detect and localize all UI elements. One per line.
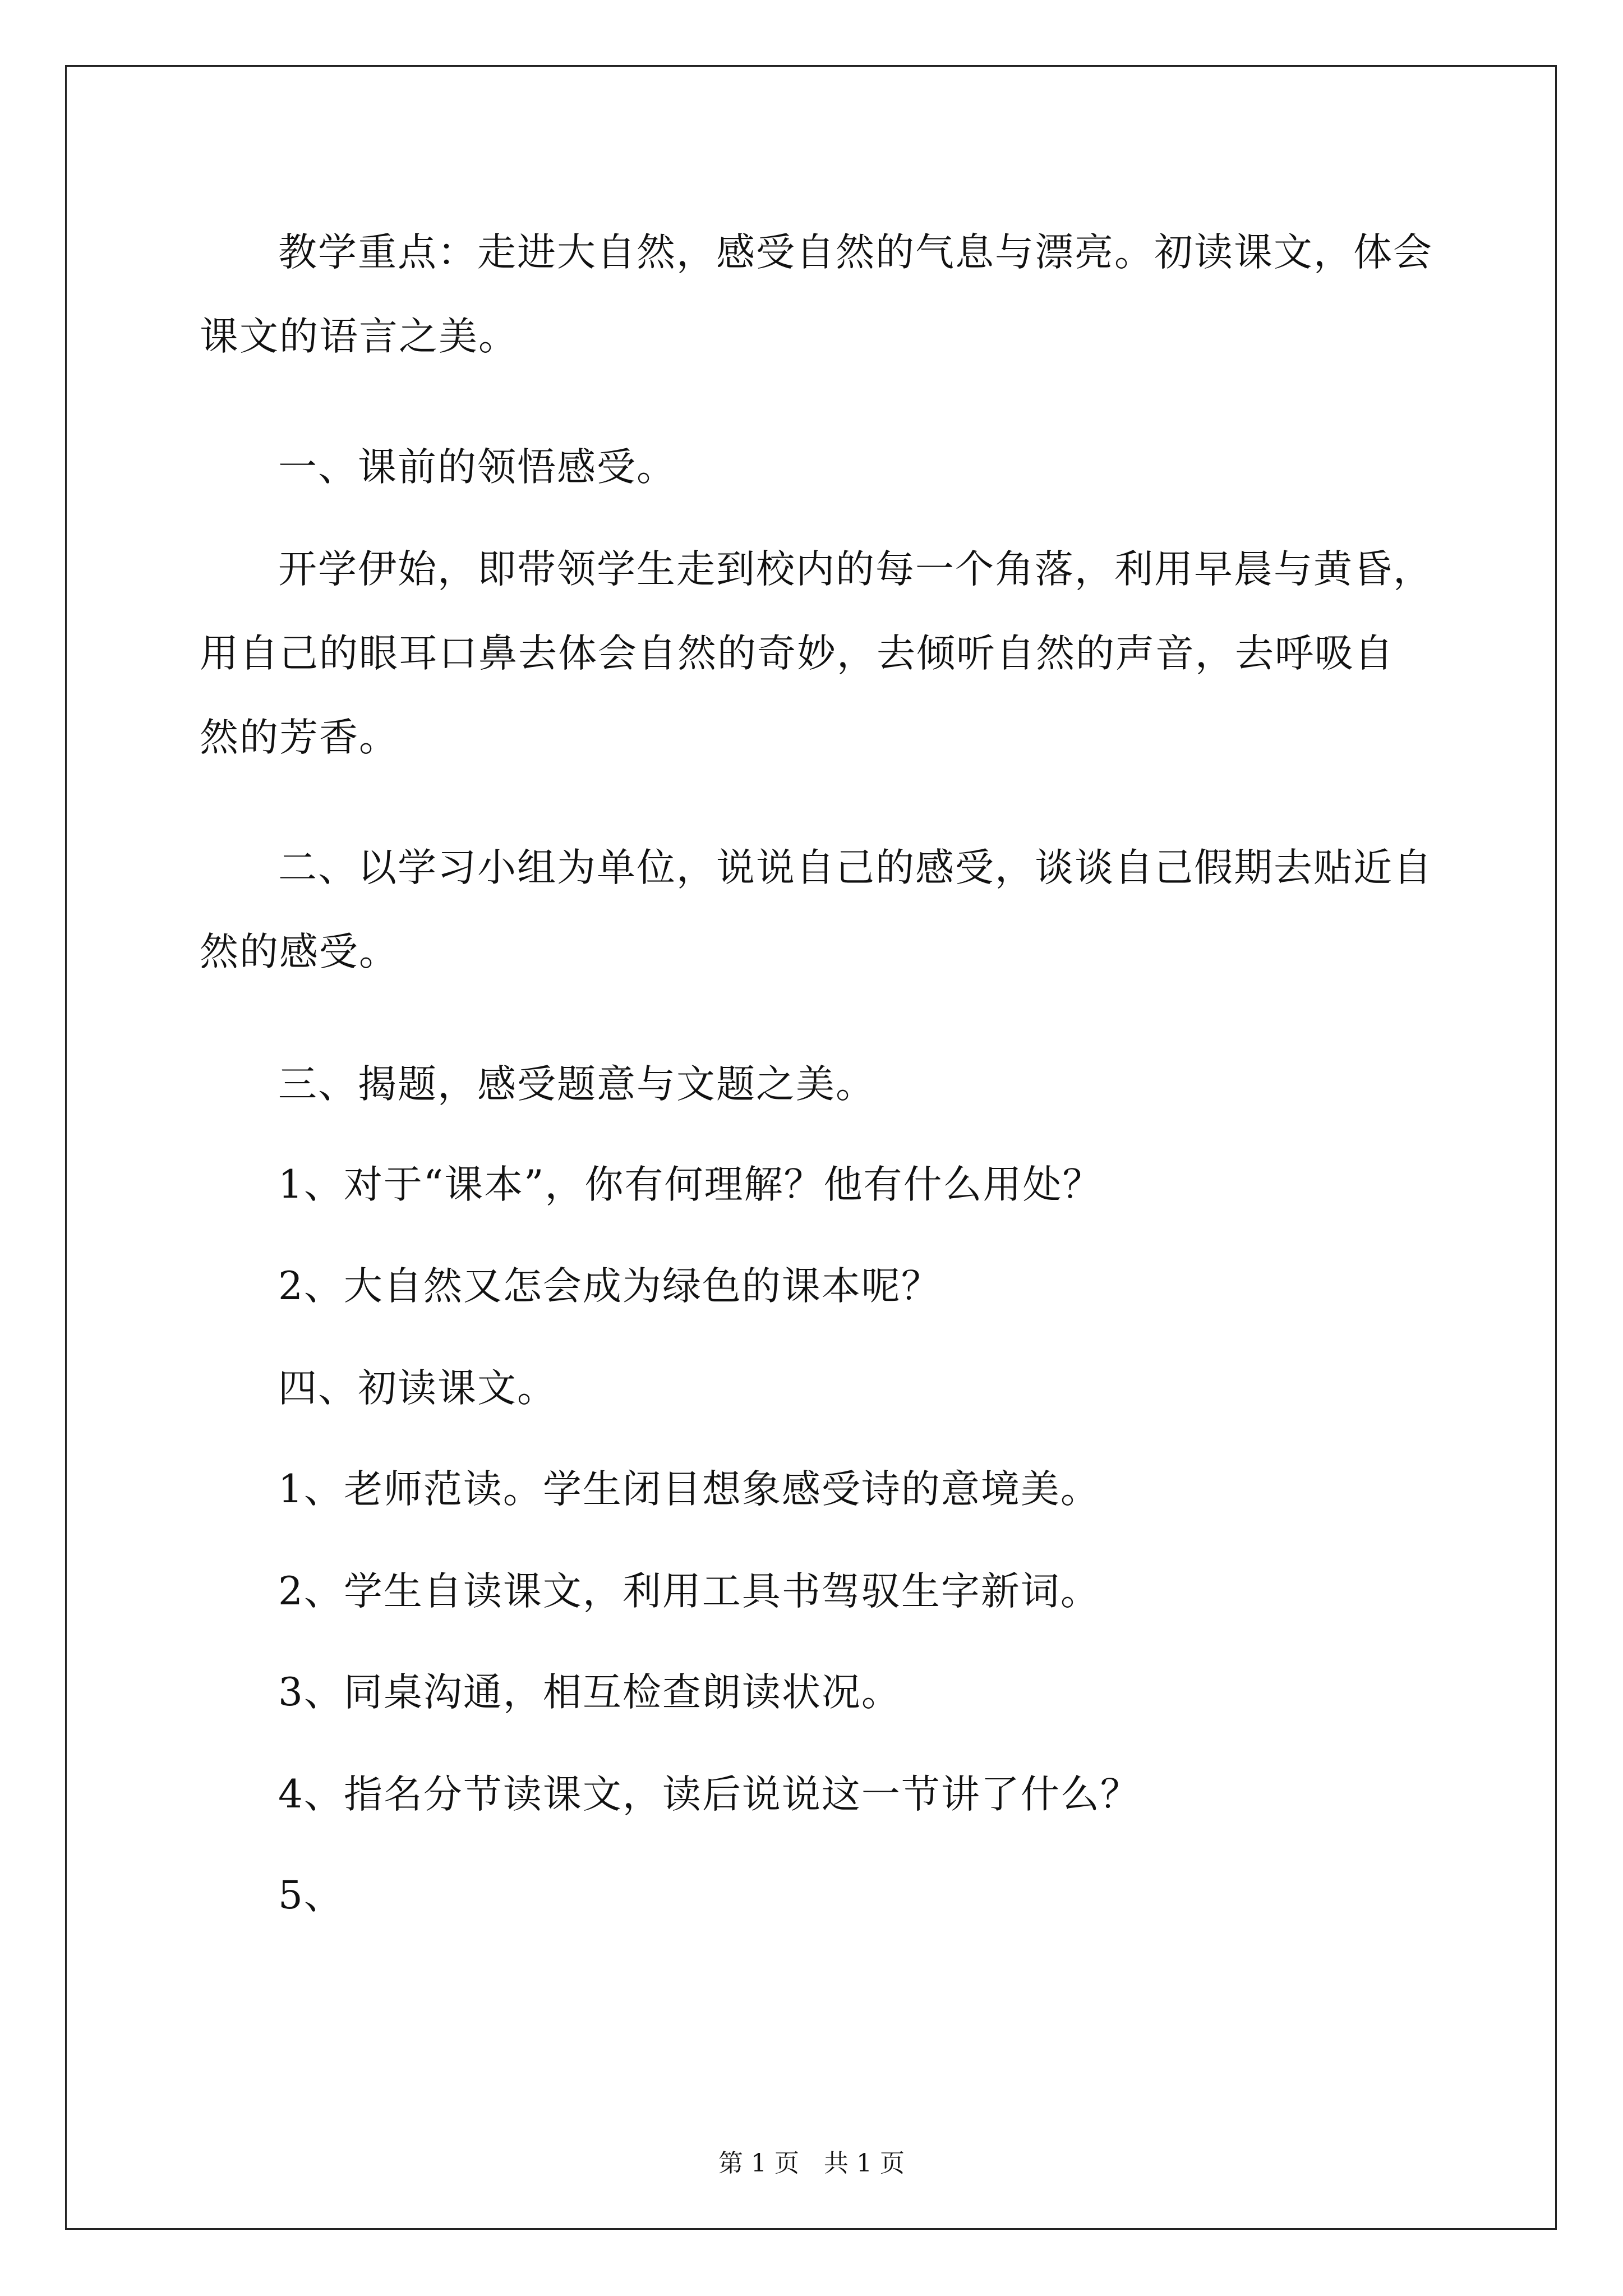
paragraph-section-one: 一、课前的领悟感受。 [278, 445, 676, 490]
paragraph-item-1b: 1、老师范读。学生闭目想象感受诗的意境美。 [278, 1467, 1100, 1512]
paragraph-teaching-focus: 教学重点：走进大自然，感受自然的气息与漂亮。初读课文，体会课文的语言之美。 [200, 230, 1433, 359]
paragraph-section-three: 三、揭题，感受题意与文题之美。 [278, 1062, 875, 1107]
paragraph-item-2b: 2、学生自读课文，利用工具书驾驭生字新词。 [278, 1569, 1100, 1614]
paragraph-item-5: 5、 [278, 1873, 344, 1918]
paragraph-item-2a: 2、大自然又怎会成为绿色的课本呢？ [278, 1264, 941, 1309]
paragraph-section-four: 四、初读课文。 [278, 1366, 557, 1411]
paragraph-section-two: 二、以学习小组为单位，说说自己的感受，谈谈自己假期去贴近自然的感受。 [200, 845, 1433, 974]
paragraph-item-1a: 1、对于“课本”，你有何理解？他有什么用处？ [278, 1162, 1103, 1207]
paragraph-item-3: 3、同桌沟通，相互检查朗读状况。 [278, 1670, 901, 1715]
paragraph-item-4: 4、指名分节读课文，读后说说这一节讲了什么？ [278, 1772, 1140, 1817]
paragraph-section-one-body: 开学伊始，即带领学生走到校内的每一个角落，利用早晨与黄昏，用自己的眼耳口鼻去体会自然的奇妙，去倾听自然的声音，去呼吸自然的芳香。 [200, 547, 1433, 760]
page-number-footer: 第 1 页 共 1 页 [718, 2149, 905, 2178]
